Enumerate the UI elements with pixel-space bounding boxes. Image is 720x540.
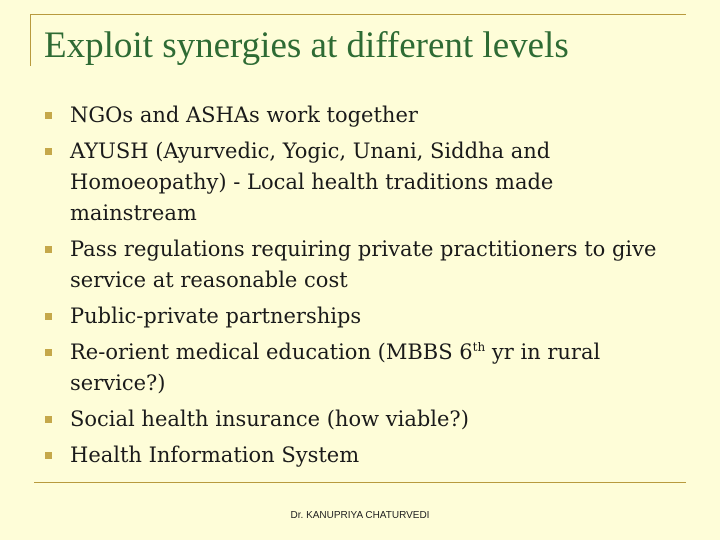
square-bullet-icon xyxy=(45,349,52,356)
bullet-text: AYUSH (Ayurvedic, Yogic, Unani, Siddha and Homoeopathy) - Local health traditions made mainstream xyxy=(70,139,554,225)
square-bullet-icon xyxy=(45,148,52,155)
bottom-rule xyxy=(34,482,686,483)
bullet-item xyxy=(44,440,684,471)
top-rule xyxy=(30,14,686,15)
bullet-list xyxy=(44,100,684,476)
square-bullet-icon xyxy=(45,112,52,119)
footer-author: Dr. KANUPRIYA CHATURVEDI xyxy=(290,510,430,521)
bullet-item xyxy=(44,404,684,435)
square-bullet-icon xyxy=(45,452,52,459)
ordinal-suffix: th xyxy=(472,340,486,354)
square-bullet-icon xyxy=(45,416,52,423)
bullet-text: Pass regulations requiring private practitioners to give service at reasonable cost xyxy=(70,237,657,292)
bullet-item xyxy=(44,136,684,229)
bullet-text-after: yr in rural service?) xyxy=(70,340,601,395)
slide-title: Exploit synergies at different levels xyxy=(44,25,569,66)
bullet-text-before: Re-orient medical education (MBBS 6 xyxy=(70,340,473,364)
bullet-text: Social health insurance (how viable?) xyxy=(70,407,469,431)
bullet-item xyxy=(44,234,684,296)
square-bullet-icon xyxy=(45,246,52,253)
bullet-text xyxy=(70,340,600,395)
square-bullet-icon xyxy=(45,313,52,320)
left-rule xyxy=(30,14,31,66)
bullet-text: Public-private partnerships xyxy=(70,304,362,328)
bullet-item xyxy=(44,301,684,332)
bullet-text: Health Information System xyxy=(70,443,360,467)
bullet-item xyxy=(44,100,684,131)
bullet-item xyxy=(44,337,684,399)
bullet-text: NGOs and ASHAs work together xyxy=(70,103,418,127)
